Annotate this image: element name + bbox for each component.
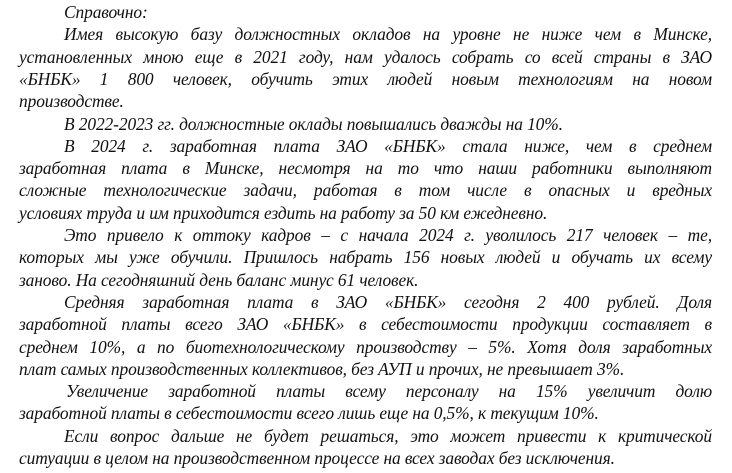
- paragraph-line: «БНБК» 1 800 человек, обучить этих людей новым технологиям на новом: [19, 69, 712, 89]
- paragraph-line: Имея высокую базу должностных окладов на уровне не ниже чем в Минске,: [64, 24, 712, 44]
- paragraph-line: Это привело к оттоку кадров – с начала 2024 г. уволилось 217 человек – те,: [64, 225, 712, 245]
- paragraph-line: установленных мною еще в 2021 году, нам удалось собрать со всей страны в ЗАО: [19, 47, 712, 67]
- paragraph-line: условиях труда и им приходится ездить на работу за 50 км ежедневно.: [19, 203, 548, 223]
- paragraph-line: Если вопрос дальше не будет решаться, это может привести к критической: [64, 426, 712, 446]
- paragraph-line: Увеличение заработной платы всему персоналу на 15% увеличит долю: [66, 381, 712, 401]
- paragraph-line: заработной платы в себестоимости всего лишь еще на 0,5%, к текущим 10%.: [19, 403, 599, 423]
- paragraph-line: Средняя заработная плата в ЗАО «БНБК» сегодня 2 400 рублей. Доля: [64, 292, 712, 312]
- paragraph-line: заново. На сегодняшний день баланс минус 61 человек.: [19, 270, 419, 290]
- document-heading: Справочно:: [64, 2, 148, 22]
- paragraph-line: заработной платы всего ЗАО «БНБК» в себестоимости продукции составляет в: [19, 314, 712, 334]
- paragraph-line: производстве.: [19, 91, 124, 111]
- paragraph-line: среднем 10%, а по биотехнологическому производству – 5%. Хотя доля заработных: [19, 337, 712, 357]
- paragraph-line: В 2022-2023 гг. должностные оклады повышались дважды на 10%.: [64, 114, 563, 134]
- paragraph-line: ситуации в целом на производственном процессе на всех заводах без исключения.: [19, 448, 615, 468]
- paragraph-line: заработная плата в Минске, несмотря на то что наши работники выполняют: [19, 158, 712, 178]
- paragraph-line: В 2024 г. заработная плата ЗАО «БНБК» стала ниже, чем в среднем: [64, 136, 712, 156]
- paragraph-line: которых мы уже обучили. Пришлось набрать 156 новых людей и обучать их всему: [19, 247, 712, 267]
- paragraph-line: сложные технологические задачи, работая в том числе в опасных и вредных: [19, 180, 712, 200]
- paragraph-line: плат самых производственных коллективов, без АУП и прочих, не превышает 3%.: [19, 359, 625, 379]
